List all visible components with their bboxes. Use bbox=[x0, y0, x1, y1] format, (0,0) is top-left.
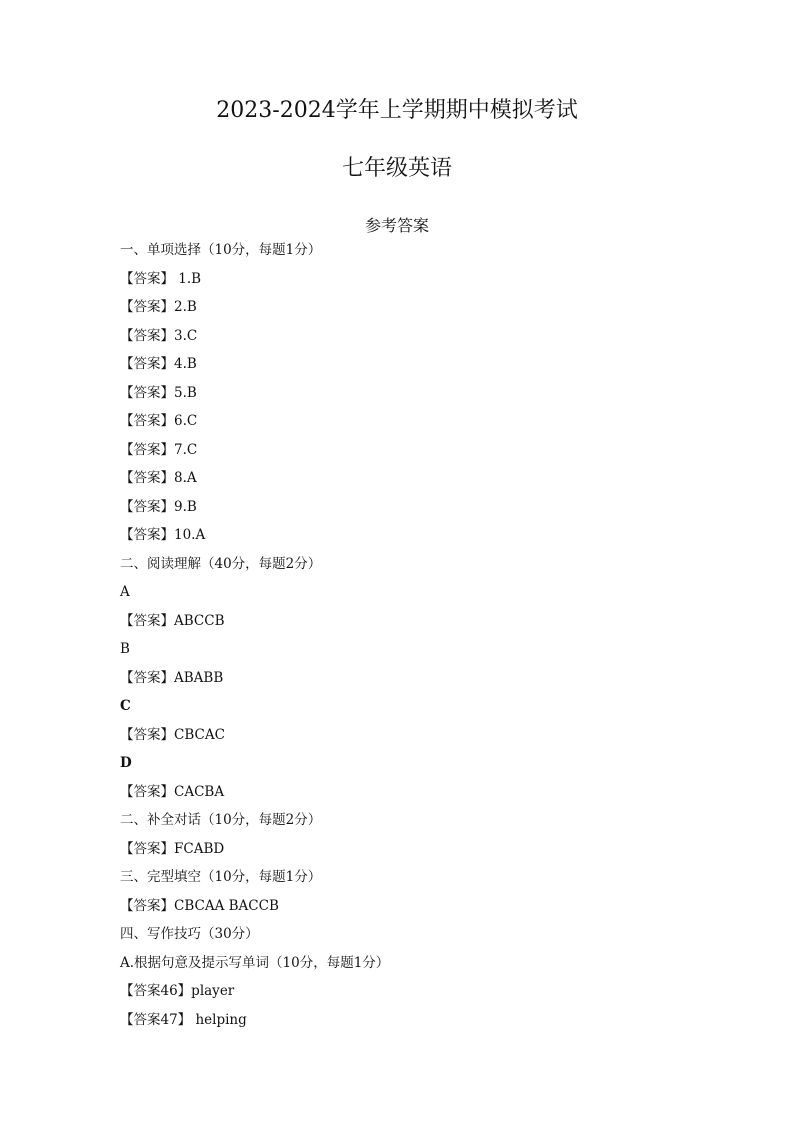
answer-line: B bbox=[120, 641, 130, 657]
answer-line: 【答案】9.B bbox=[120, 498, 197, 515]
document-title: 2023-2024学年上学期期中模拟考试 bbox=[216, 98, 578, 123]
answer-line: 【答案】ABABB bbox=[120, 669, 224, 686]
answer-line: 【答案】7.C bbox=[120, 441, 198, 458]
answer-line: 【答案】2.B bbox=[120, 299, 197, 315]
answer-line: A.根据句意及提示写单词（10分，每题1分） bbox=[120, 954, 390, 971]
answer-line: 【答案】3.C bbox=[120, 327, 198, 344]
answer-line: 【答案】ABCCB bbox=[120, 612, 225, 629]
document-subtitle: 七年级英语 bbox=[341, 156, 452, 181]
answer-line: 【答案】CBCAC bbox=[120, 726, 225, 743]
answer-line: 【答案】CACBA bbox=[120, 783, 225, 800]
answer-line: D bbox=[120, 755, 132, 771]
answer-list bbox=[120, 240, 720, 1038]
answer-line: 【答案】4.B bbox=[120, 356, 197, 372]
answer-line: C bbox=[120, 698, 131, 714]
answer-line: 二、补全对话（10分，每题2分） bbox=[120, 812, 322, 828]
answer-line: 三、完型填空（10分，每题1分） bbox=[120, 869, 322, 885]
answer-line: 【答案】10.A bbox=[120, 527, 206, 543]
answer-line: 【答案46】player bbox=[120, 983, 235, 999]
answer-line: 【答案】8.A bbox=[120, 470, 197, 486]
answer-line: A bbox=[120, 584, 130, 600]
answer-line: 【答案47】 helping bbox=[120, 1011, 247, 1028]
answer-line: 一、单项选择（10分，每题1分） bbox=[120, 242, 322, 258]
answer-line: 四、写作技巧（30分） bbox=[120, 926, 259, 942]
answer-line: 【答案】6.C bbox=[120, 413, 198, 429]
answer-key-heading: 参考答案 bbox=[364, 216, 429, 235]
answer-line: 二、阅读理解（40分，每题2分） bbox=[120, 555, 322, 572]
answer-line: 【答案】CBCAA BACCB bbox=[120, 897, 279, 914]
answer-line: 【答案】FCABD bbox=[120, 840, 225, 857]
answer-line: 【答案】5.B bbox=[120, 384, 197, 401]
answer-line: 【答案】 1.B bbox=[120, 270, 202, 287]
